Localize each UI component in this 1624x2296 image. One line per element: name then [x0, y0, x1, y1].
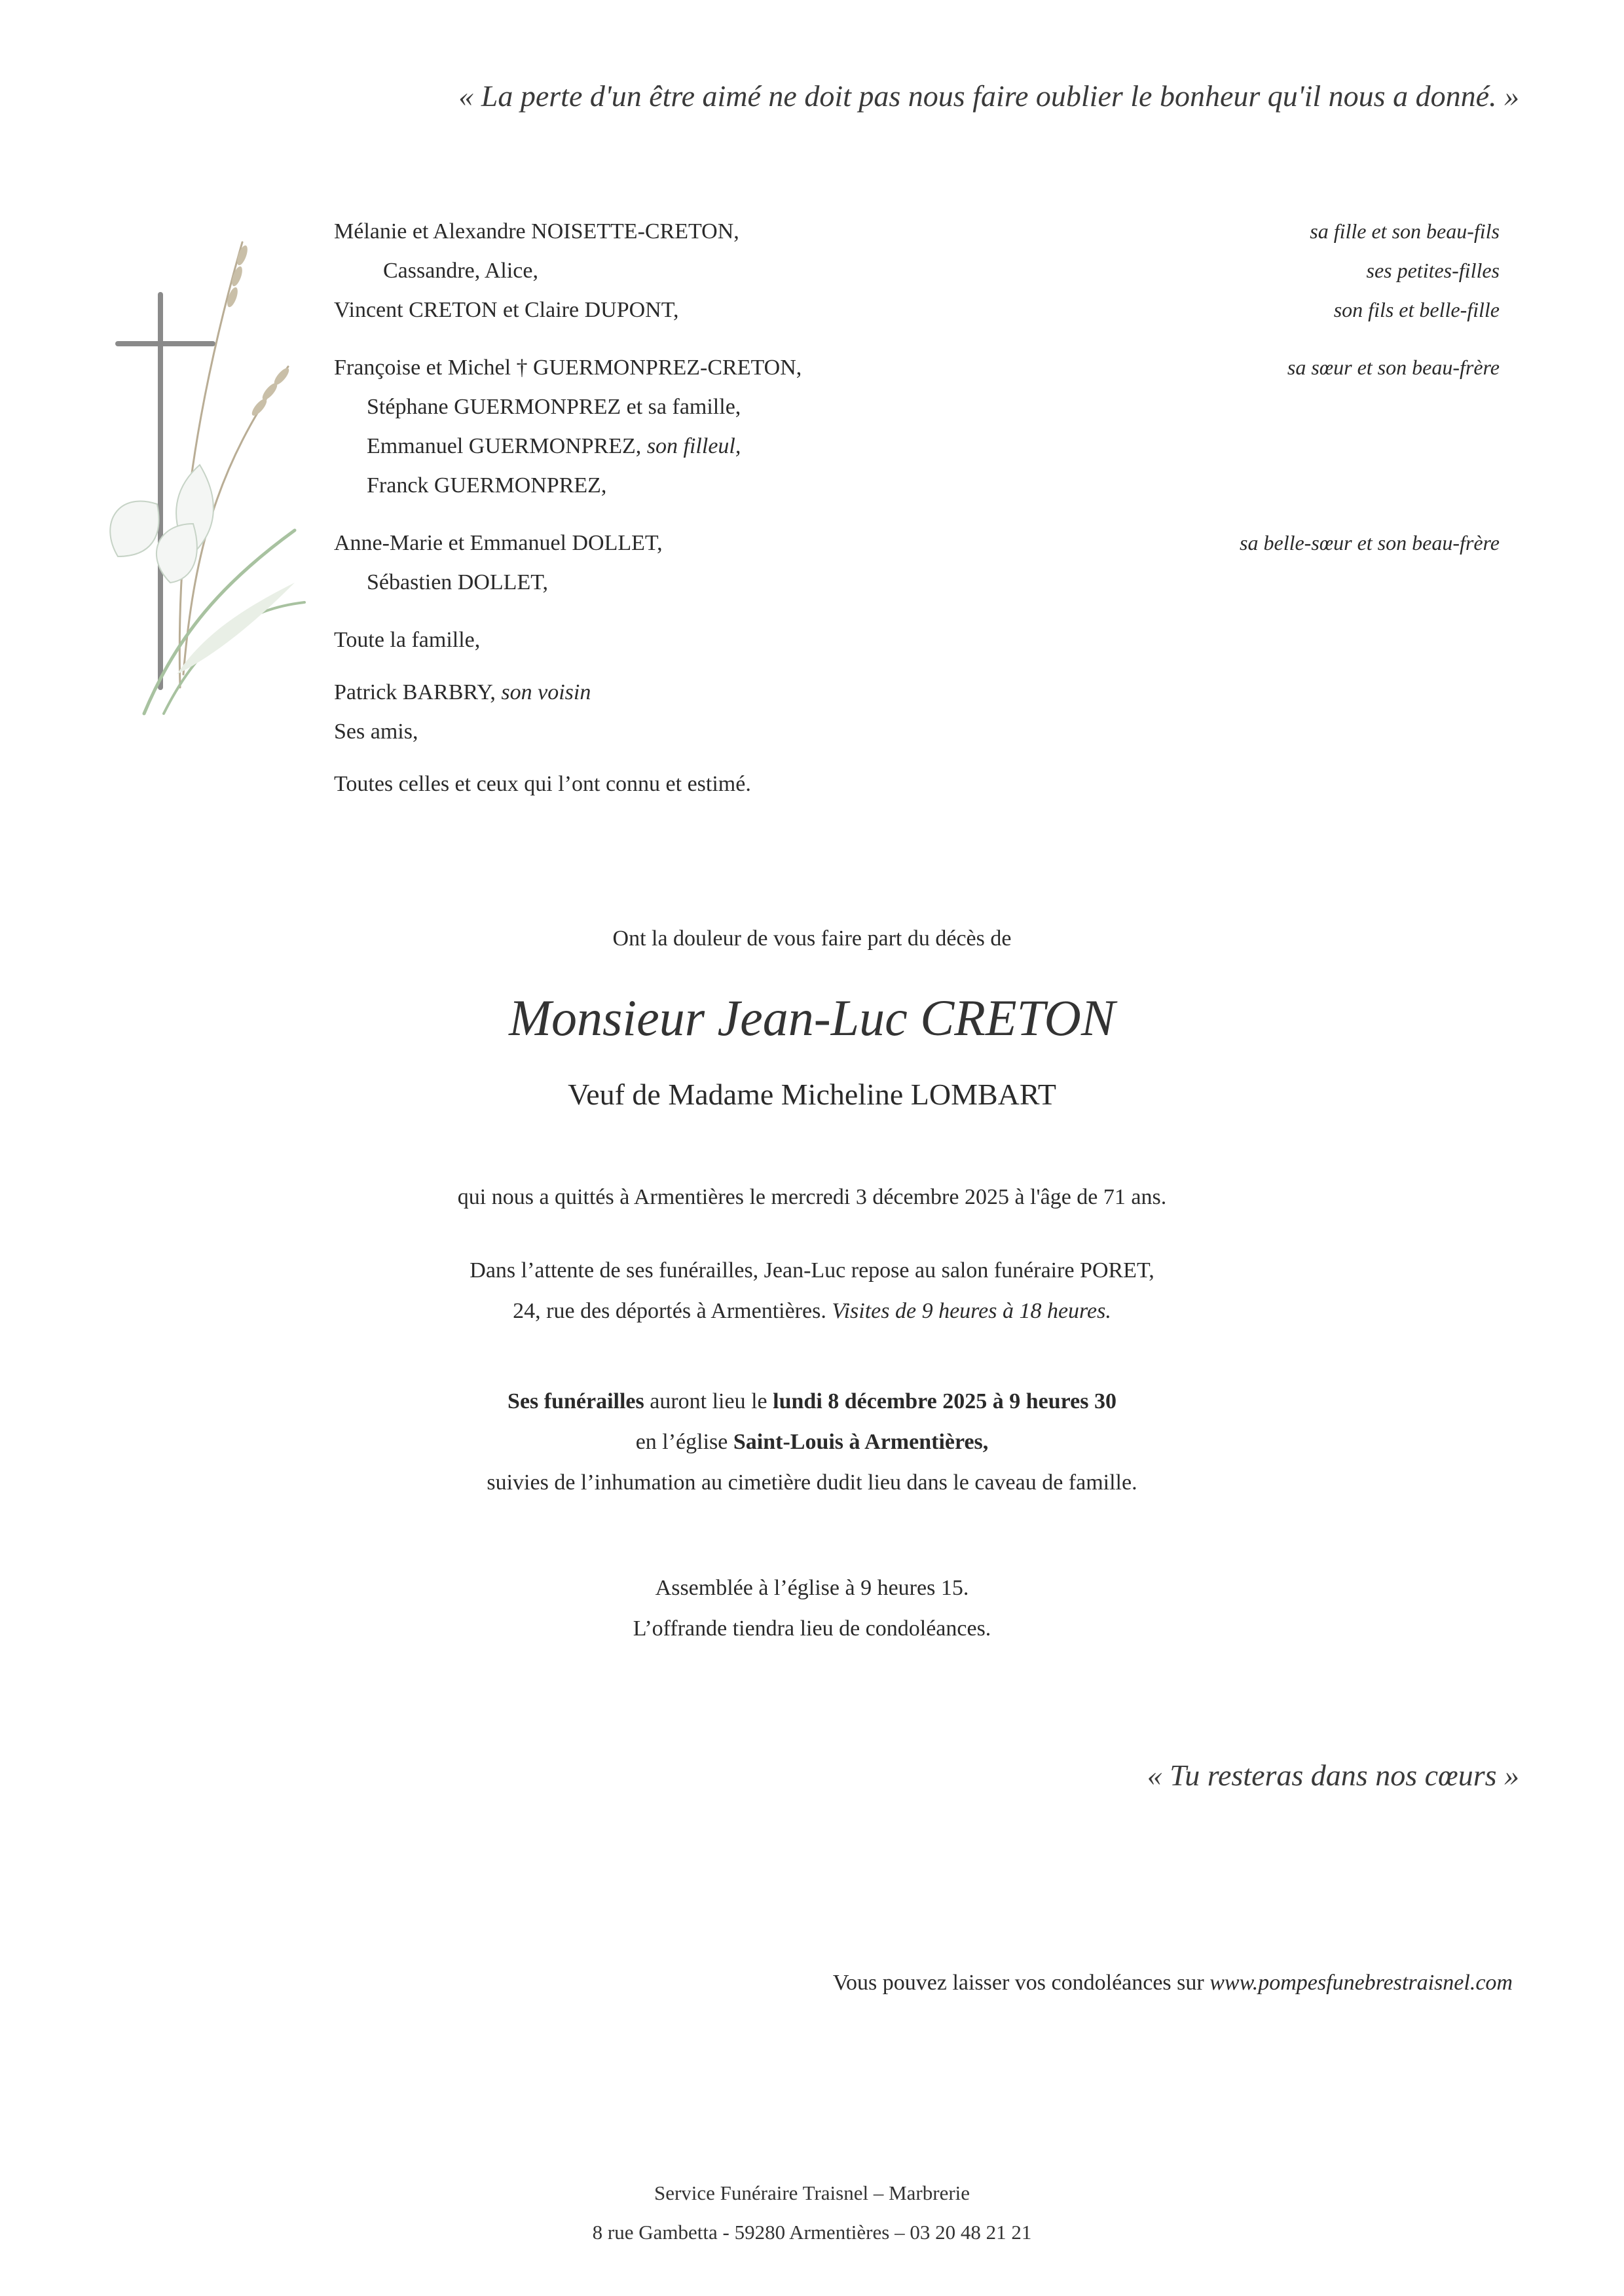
family-row — [334, 395, 1500, 434]
family-relation: sa sœur et son beau-frère — [1287, 355, 1500, 379]
family-row — [334, 355, 1500, 395]
family-row — [334, 680, 1500, 720]
rest-address: 24, rue des déportés à Armentières. — [513, 1299, 826, 1323]
family-name-text: Emmanuel GUERMONPREZ, — [367, 434, 642, 458]
family-row — [334, 219, 1500, 259]
family-name: Cassandre, Alice, — [383, 259, 538, 283]
family-row — [334, 628, 1500, 667]
footer-address: 8 rue Gambetta - 59280 Armentières – 03 20 48 21 21 — [592, 2221, 1032, 2244]
family-name — [334, 680, 591, 705]
widow-line: Veuf de Madame Micheline LOMBART — [568, 1078, 1056, 1111]
family-name: Ses amis, — [334, 720, 418, 744]
assembly-line: Assemblée à l’église à 9 heures 15. — [655, 1576, 969, 1600]
burial-line: suivies de l’inhumation au cimetière dudit lieu dans le caveau de famille. — [487, 1470, 1137, 1495]
cross-lily-wheat-icon — [79, 216, 314, 753]
condolences-text: Vous pouvez laisser vos condoléances sur — [832, 1971, 1210, 1995]
funeral-place-text: en l’église — [635, 1430, 733, 1454]
closing-quote: « Tu resteras dans nos cœurs » — [1147, 1758, 1519, 1792]
family-row — [334, 434, 1500, 473]
announcement-intro: Ont la douleur de vous faire part du décès de — [612, 926, 1012, 951]
assembly-paragraph — [0, 1568, 1624, 1649]
family-name: Stéphane GUERMONPREZ et sa famille, — [367, 395, 741, 419]
family-name — [367, 434, 741, 459]
family-list — [334, 219, 1500, 811]
funeral-place-line — [0, 1422, 1624, 1463]
family-relation: sa belle-sœur et son beau-frère — [1240, 531, 1500, 555]
family-name: Vincent CRETON et Claire DUPONT, — [334, 298, 679, 322]
rest-line: Dans l’attente de ses funérailles, Jean-Luc repose au salon funéraire PORET, — [470, 1258, 1154, 1283]
family-name-text: Patrick BARBRY, — [334, 680, 496, 704]
condolences-line — [833, 1971, 1513, 1995]
visit-hours: Visites de 9 heures à 18 heures. — [832, 1299, 1111, 1323]
funeral-paragraph — [0, 1381, 1624, 1503]
family-name: Franck GUERMONPREZ, — [367, 473, 607, 498]
family-relation: sa fille et son beau-fils — [1310, 219, 1500, 243]
family-row — [334, 298, 1500, 337]
family-row — [334, 531, 1500, 570]
family-relation: ses petites-filles — [1366, 259, 1500, 282]
funeral-text: auront lieu le — [644, 1389, 773, 1413]
family-row — [334, 570, 1500, 610]
rest-address-line — [0, 1291, 1624, 1332]
offering-line: L’offrande tiendra lieu de condoléances. — [633, 1616, 991, 1641]
family-row — [334, 772, 1500, 811]
funeral-date: lundi 8 décembre 2025 à 9 heures 30 — [773, 1389, 1116, 1413]
epigraph-quote: « La perte d'un être aimé ne doit pas nous faire oublier le bonheur qu'il nous a donné. » — [458, 79, 1519, 113]
family-row — [334, 473, 1500, 513]
family-note: son filleul, — [646, 434, 741, 458]
footer-company: Service Funéraire Traisnel – Marbrerie — [654, 2181, 970, 2204]
family-relation: son fils et belle-fille — [1333, 298, 1500, 321]
footer — [0, 2174, 1624, 2252]
funeral-church: Saint-Louis à Armentières, — [733, 1430, 989, 1454]
family-note: son voisin — [501, 680, 591, 704]
family-name: Sébastien DOLLET, — [367, 570, 548, 594]
family-name: Mélanie et Alexandre NOISETTE-CRETON, — [334, 219, 739, 244]
deceased-name: Monsieur Jean-Luc CRETON — [509, 989, 1115, 1046]
passing-line: qui nous a quittés à Armentières le mercredi 3 décembre 2025 à l'âge de 71 ans. — [457, 1185, 1167, 1209]
funeral-line — [0, 1381, 1624, 1422]
family-name: Toute la famille, — [334, 628, 481, 652]
funeral-label: Ses funérailles — [507, 1389, 644, 1413]
condolences-website-link[interactable]: www.pompesfunebrestraisnel.com — [1209, 1971, 1513, 1995]
family-name: Françoise et Michel † GUERMONPREZ-CRETON, — [334, 355, 802, 380]
rest-paragraph — [0, 1250, 1624, 1332]
family-row — [334, 720, 1500, 759]
family-name: Toutes celles et ceux qui l’ont connu et estimé. — [334, 772, 751, 796]
family-row — [334, 259, 1500, 298]
family-name: Anne-Marie et Emmanuel DOLLET, — [334, 531, 663, 555]
